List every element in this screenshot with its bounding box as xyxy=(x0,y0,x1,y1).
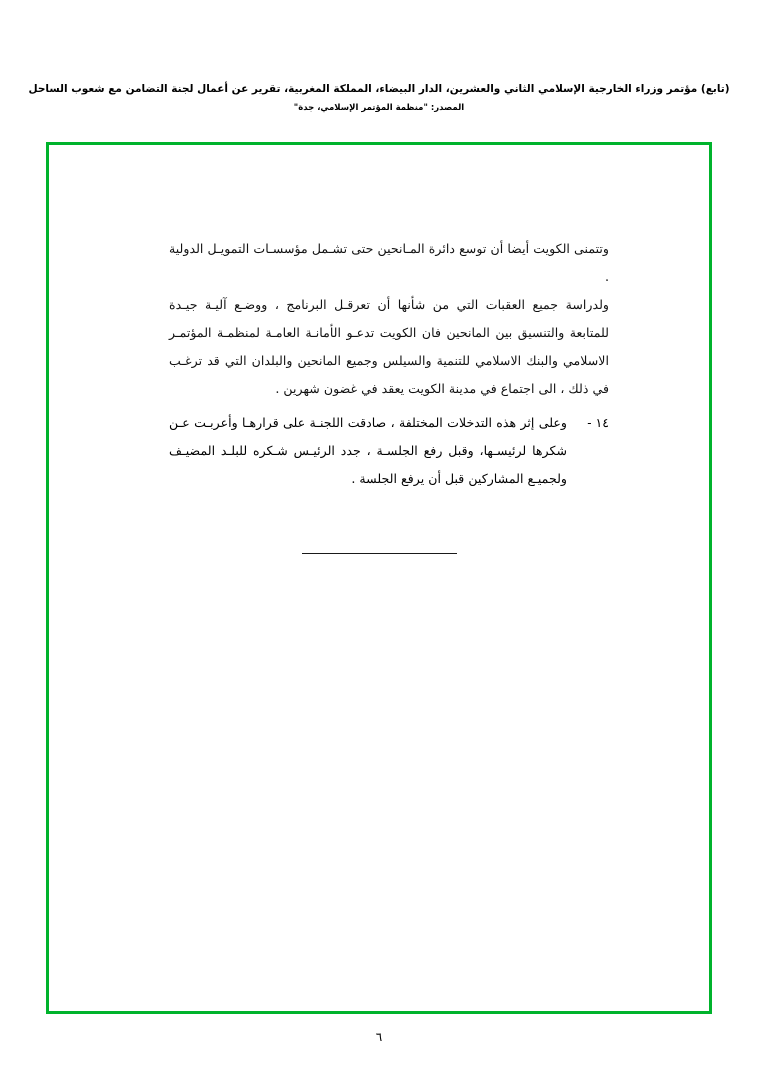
page-header xyxy=(0,82,758,115)
clause-number: ١٤ - xyxy=(587,415,609,430)
section-separator xyxy=(49,553,709,554)
clause-text: وعلى إثر هذه التدخلات المختلفة ، صادقت اللجنـة على قرارهـا وأعربـت عـن شكرها لرئيسـها، وقبل رفع الجلسـة ، جدد الرئيـس شـكره للبلـد المضيـف ولجميـع المشاركين قبل أن يرفع الجلسة . xyxy=(169,415,567,486)
clause-14 xyxy=(169,409,609,493)
paragraph-obstacles-mechanism: ولدراسة جميع العقبات التي من شأنها أن تعرقـل البرنامج ، ووضـع آليـة جيـدة للمتابعة والتنسيق بين المانحين فان الكويت تدعـو الأمانـة العامـة لمنظمـة المؤتمـر الاسلامي والبنك الاسلامي للتنمية والسيلس وجميع المانحين والبلدان التي قد ترغـب في ذلك ، الى اجتماع في مدينة الكويت يعقد في غضون شهرين . xyxy=(169,297,609,396)
page-number: ٦ xyxy=(375,1030,383,1044)
green-border-frame xyxy=(46,142,712,1014)
document-body xyxy=(169,235,609,493)
paragraph-kuwait-donors: وتتمنى الكويت أيضا أن توسع دائرة المـانحين حتى تشـمل مؤسسـات التمويـل الدولية . xyxy=(169,241,609,284)
header-title-line: (تابع) مؤتمر وزراء الخارجية الإسلامي الثاني والعشرين، الدار البيضاء، المملكة المغربية، تقرير عن أعمال لجنة التضامن مع شعوب الساحل xyxy=(28,83,730,95)
header-source-line: المصدر: "منظمة المؤتمر الإسلامي، جدة" xyxy=(293,103,465,113)
horizontal-rule xyxy=(302,553,457,554)
